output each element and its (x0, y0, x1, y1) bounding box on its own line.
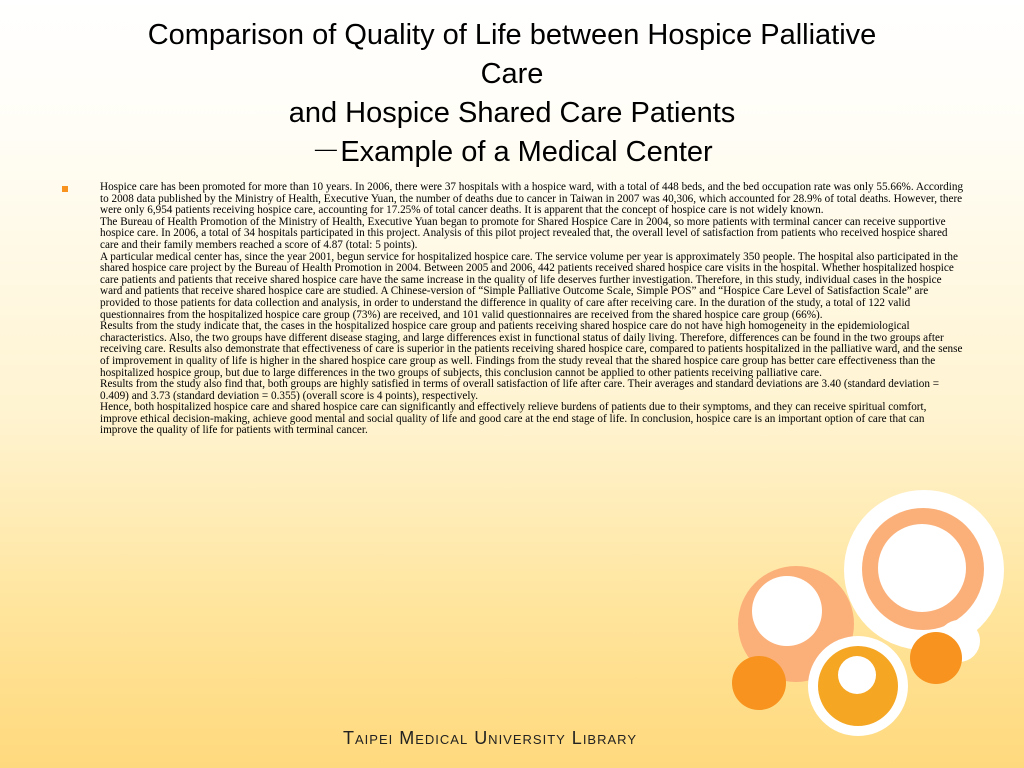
bullet-square-icon (62, 186, 68, 192)
decor-circle-white-inner-large (878, 524, 966, 612)
decor-circle-orange-right (910, 632, 962, 684)
paragraph: The Bureau of Health Promotion of the Ministry of Health, Executive Yuan began to promote for Shared Hospice Care in 2004, so more patients with terminal cancer can receive supportive hospice care. In 2006, a total of 34 hospitals participated in this project. Analysis of this pilot project revealed that, the overall level of satisfaction from patients who received hospice shared care and their family members reached a score of 4.87 (total: 5 points). (100, 215, 948, 251)
slide-title (60, 16, 964, 172)
decor-circle-white-in-gold (838, 656, 876, 694)
title-line-3: and Hospice Shared Care Patients (288, 97, 736, 129)
paragraph: Hospice care has been promoted for more than 10 years. In 2006, there were 37 hospitals with a hospice ward, with a total of 448 beds, and the bed occupation rate was only 55.66%. According to 2008 data published by the Ministry of Health, Executive Yuan, the number of deaths due to cancer in Taiwan in 2007 was 40,306, which accounted for 28.9% of total deaths. However, there were only 6,954 patients receiving hospice care, accounting for 17.25% of total cancer deaths. It is apparent that the concept of hospice care is not widely known. (100, 181, 964, 217)
title-line-4: －Example of a Medical Center (311, 136, 713, 168)
footer-library-logo-text: Taipei Medical University Library (343, 728, 637, 748)
paragraph: A particular medical center has, since the year 2001, begun service for hospitalized hospice care. The service volume per year is approximately 350 people. The hospital also participated in the shared hospice care project by the Bureau of Health Promotion in 2004. Between 2005 and 2006, 442 patients received shared hospice care visits in the hospital. Whether hospitalized hospice care patients and patients that receive shared hospice care have the same increase in the quality of life deserves further investigation. Therefore, in this study, individual cases in the hospice ward and patients that receive shared hospice care are studied. A Chinese-version of “Simple Palliative Outcome Scale, Simple POS” and “Hospice Care Level of Satisfaction Scale” are provided to those patients for data collection and analysis, in order to understand the difference in quality of care after receiving care. In the duration of the study, a total of 122 valid questionnaires from the hospitalized hospice care group (73%) are received, and 101 valid questionnaires are received from the shared hospice care group (66%). (100, 250, 958, 321)
title-line-1: Comparison of Quality of Life between Hospice Palliative (147, 19, 877, 51)
body-text (100, 182, 964, 437)
paragraph: Results from the study indicate that, the cases in the hospitalized hospice care group and patients receiving shared hospice care do not have high homogeneity in the epidemiological characteristics. Also, the two groups have different disease staging, and large differences exist in functional status of daily living. Therefore, differences can be found in the two groups after receiving care. Results also demonstrate that effectiveness of care is superior in the patients receiving shared hospice care, compared to patients hospitalized in the palliative ward, and the sense of improvement in quality of life is higher in the shared hospice care group as well. Findings from the study reveal that the shared hospice care group has better care effectiveness than the hospitalized hospice group, but due to large differences in the two groups of subjects, this conclusion cannot be applied to other patients receiving palliative care. (100, 320, 963, 379)
decor-circle-orange-left (732, 656, 786, 710)
paragraph: Hence, both hospitalized hospice care and shared hospice care can significantly and effectively relieve burdens of patients due to their symptoms, and they can receive spiritual comfort, improve ethical decision-making, achieve good mental and social quality of life and good care at the end stage of life. In conclusion, hospice care is an important option of care that can improve the quality of life for patients with terminal cancer. (100, 401, 927, 437)
decor-circle-white-in-peach (752, 576, 822, 646)
title-line-2: Care (480, 58, 544, 90)
paragraph: Results from the study also find that, both groups are highly satisfied in terms of overall satisfaction of life after care. Their averages and standard deviations are 3.40 (standard deviation = 0.409) and 3.73 (standard deviation = 0.355) (overall score is 4 points), respectively. (100, 378, 940, 402)
body-text-block (60, 182, 964, 437)
